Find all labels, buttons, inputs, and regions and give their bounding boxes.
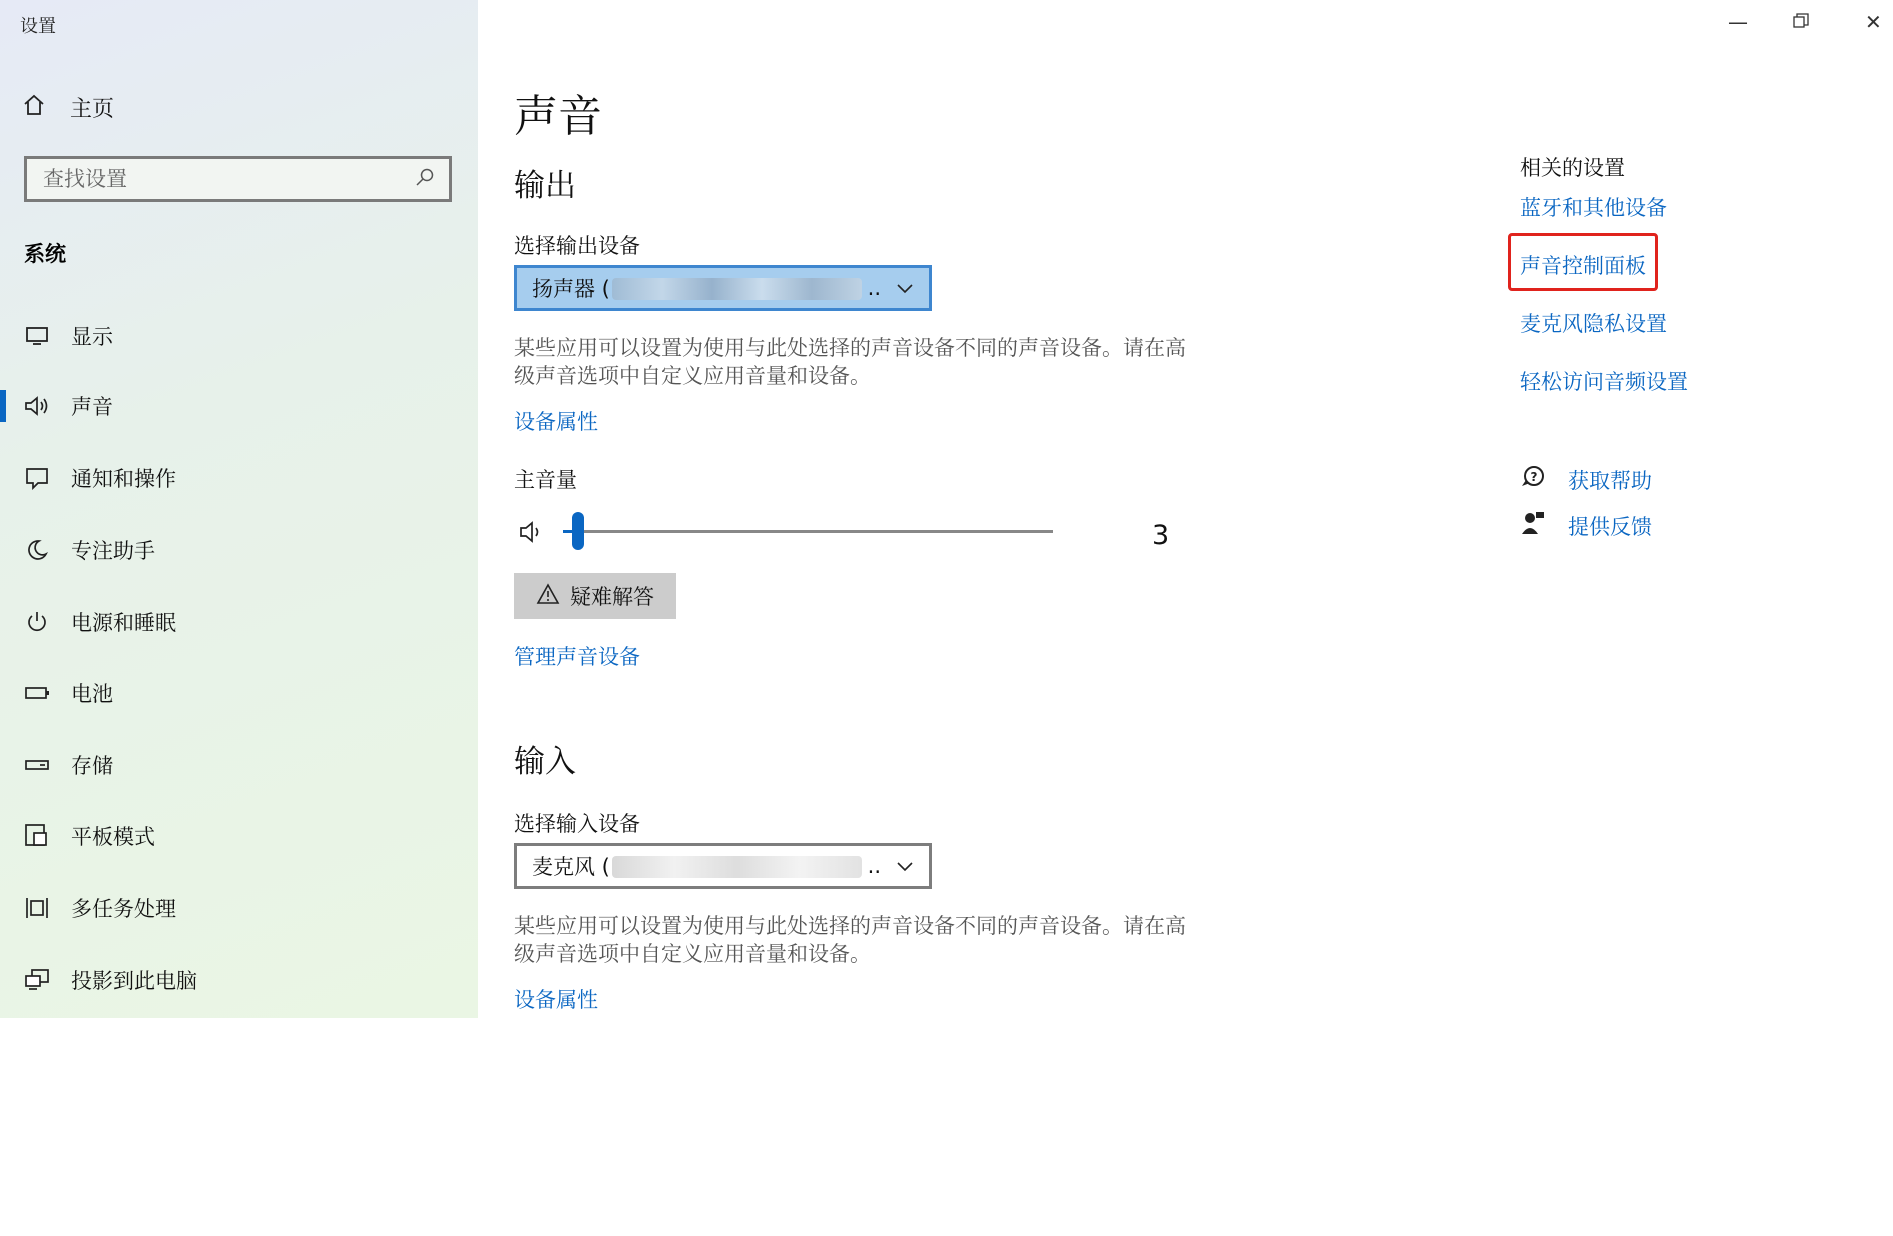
app-title: 设置 — [20, 16, 56, 37]
microphone-privacy-link[interactable]: 麦克风隐私设置 — [1520, 312, 1667, 336]
output-description: 某些应用可以设置为使用与此处选择的声音设备不同的声音设备。请在高级声音选项中自定义应用音量和设备。 — [514, 336, 1186, 388]
sidebar-item-label: 通知和操作 — [71, 467, 176, 491]
category-heading: 系统 — [24, 242, 66, 266]
power-icon — [22, 607, 52, 637]
input-device-dropdown[interactable] — [514, 843, 932, 889]
redacted-region — [612, 856, 862, 878]
home-nav-item[interactable] — [22, 92, 114, 123]
sidebar-item-label: 存储 — [71, 754, 113, 778]
sidebar-item-label: 电源和睡眠 — [71, 611, 176, 635]
sidebar-item-multitasking[interactable] — [0, 878, 478, 938]
multitask-icon — [22, 893, 52, 923]
monitor-icon — [22, 321, 52, 351]
sidebar-item-battery[interactable] — [0, 663, 478, 723]
sidebar-item-label: 声音 — [71, 395, 113, 419]
sidebar-item-label: 平板模式 — [71, 825, 155, 849]
sidebar-item-storage[interactable] — [0, 735, 478, 795]
minimize-button[interactable]: — — [1728, 10, 1748, 34]
moon-icon — [22, 535, 52, 565]
input-description: 某些应用可以设置为使用与此处选择的声音设备不同的声音设备。请在高级声音选项中自定义应用音量和设备。 — [514, 914, 1186, 966]
sidebar-item-display[interactable] — [0, 306, 478, 366]
sidebar-item-notifications[interactable] — [0, 448, 478, 508]
warning-icon — [536, 583, 560, 610]
volume-value: 3 — [1152, 520, 1170, 551]
output-device-dropdown[interactable] — [514, 265, 932, 311]
input-device-properties-link[interactable]: 设备属性 — [514, 988, 598, 1012]
output-select-label: 选择输出设备 — [514, 234, 640, 258]
give-feedback-label: 提供反馈 — [1568, 514, 1652, 539]
volume-icon[interactable] — [518, 519, 546, 549]
search-input[interactable] — [41, 166, 415, 192]
speaker-icon — [22, 391, 52, 421]
sidebar-item-tablet-mode[interactable] — [0, 806, 478, 866]
page-title: 声音 — [514, 91, 602, 142]
ease-of-access-audio-link[interactable]: 轻松访问音频设置 — [1520, 370, 1688, 394]
restore-button[interactable] — [1793, 10, 1809, 34]
project-icon — [22, 965, 52, 995]
sound-control-panel-link[interactable]: 声音控制面板 — [1520, 254, 1646, 278]
tablet-icon — [22, 821, 52, 851]
output-heading: 输出 — [514, 168, 576, 204]
help-chat-icon — [1520, 464, 1546, 495]
output-device-value: 扬声器 ( — [532, 277, 610, 301]
sidebar-item-label: 专注助手 — [71, 539, 155, 563]
active-indicator — [0, 390, 6, 422]
troubleshoot-button[interactable] — [514, 573, 676, 619]
close-button[interactable]: ✕ — [1865, 10, 1882, 34]
storage-icon — [22, 750, 52, 780]
notification-icon — [22, 463, 52, 493]
input-heading: 输入 — [514, 744, 576, 780]
input-device-value: 麦克风 ( — [532, 855, 610, 879]
get-help-link[interactable] — [1520, 464, 1652, 495]
troubleshoot-label: 疑难解答 — [570, 585, 654, 609]
related-settings-heading: 相关的设置 — [1520, 156, 1625, 180]
sidebar-item-label: 显示 — [71, 325, 113, 349]
master-volume-label: 主音量 — [514, 468, 577, 492]
main-content — [478, 0, 1893, 1018]
manage-sound-devices-link[interactable]: 管理声音设备 — [514, 645, 640, 669]
dropdown-ellipsis: .. — [867, 854, 881, 878]
sidebar — [0, 0, 478, 1018]
volume-slider-thumb[interactable] — [572, 512, 584, 550]
sidebar-item-power-sleep[interactable] — [0, 592, 478, 652]
sidebar-item-focus-assist[interactable] — [0, 520, 478, 580]
sidebar-item-label: 多任务处理 — [71, 897, 176, 921]
chevron-down-icon — [895, 278, 915, 303]
give-feedback-link[interactable] — [1520, 510, 1652, 541]
get-help-label: 获取帮助 — [1568, 468, 1652, 493]
output-device-properties-link[interactable]: 设备属性 — [514, 410, 598, 434]
search-box[interactable] — [24, 156, 452, 202]
feedback-person-icon — [1520, 510, 1546, 541]
chevron-down-icon — [895, 856, 915, 881]
dropdown-ellipsis: .. — [867, 276, 881, 300]
battery-icon — [22, 678, 52, 708]
redacted-region — [612, 278, 862, 300]
volume-slider-track[interactable] — [563, 530, 1053, 533]
home-icon — [22, 93, 46, 123]
home-label: 主页 — [70, 97, 115, 122]
input-select-label: 选择输入设备 — [514, 812, 640, 836]
bluetooth-devices-link[interactable]: 蓝牙和其他设备 — [1520, 196, 1667, 220]
search-icon[interactable] — [415, 167, 435, 191]
sidebar-item-label: 电池 — [71, 682, 113, 706]
sidebar-item-sound[interactable] — [0, 376, 478, 436]
sidebar-item-project[interactable] — [0, 950, 478, 1010]
sidebar-item-label: 投影到此电脑 — [71, 969, 197, 993]
svg-text:?: ? — [1530, 470, 1538, 484]
